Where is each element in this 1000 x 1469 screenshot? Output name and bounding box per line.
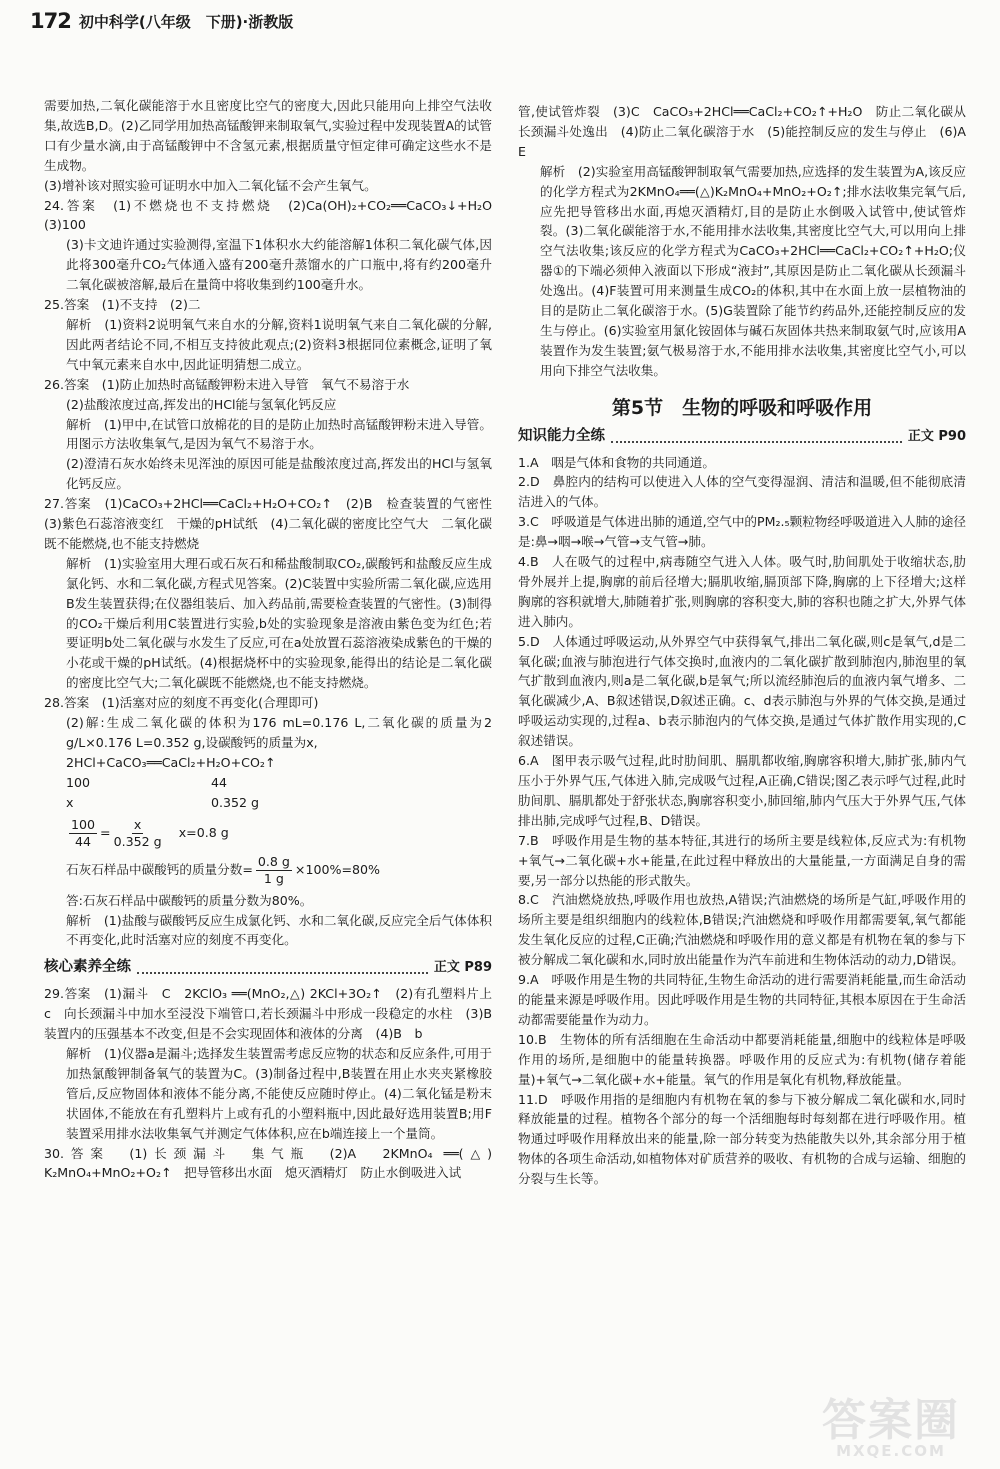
analysis-26: 解析 (1)甲中,在试管口放棉花的目的是防止加热时高锰酸钾粉末进入导管。用图示方法收集氧气,是因为氧气不易溶于水。 [66,416,492,452]
list-item: 5.D 人体通过呼吸运动,从外界空气中获得氧气,排出二氧化碳,则c是氧气,d是二氧化碳;血液与肺泡进行气体交换时,血液内的二氧化碳扩散到肺泡内,肺泡里的氧气扩散到血液内,则a是二氧化碳,b是氧气;所以流经肺泡后的血液内氧气增多、二氧化碳减少,A、B叙述错误,D叙述正确。c、d表示肺泡与外界的气体交换,是通过呼吸运动实现的,过程a、b表示肺泡内的气体交换,是通过气体扩散作用实现的,C叙述错误。 [518,633,966,749]
analysis-25: 解析 (1)资料2说明氧气来自水的分解,资料1说明氧气来自二氧化碳的分解,因此两者结论不同,不相互支持彼此观点;(2)资料3根据同位素概念,证明了氧气中氧元素来自水中,因此证明猜想二成立。 [66,316,492,372]
equation-row [66,773,492,793]
analysis-27: 解析 (1)实验室用大理石或石灰石和稀盐酸制取CO₂,碳酸钙和盐酸反应生成氯化钙、水和二氧化碳,方程式见答案。(2)C装置中实验所需二氧化碳,应选用B发生装置获得;在仪器组装后、加入药品前,需要检查装置的气密性。(3)制得的CO₂干燥后利用C装置进行实验,b处的实验现象是溶液由紫色变为红色;若要证明b处二氧化碳与水发生了反应,可在a处放置石蕊溶液染成紫色的干燥的小花或干燥的pH试纸。(4)根据烧杯中的实验现象,能得出的结论是二氧化碳的密度比空气大;二氧化碳既不能燃烧,也不能支持燃烧。 [66,555,492,691]
core-section-title: 核心素养全练 [44,959,131,976]
knowledge-section-header [518,427,966,447]
ratio-fraction: $\frac{100}{44}$ [71,816,96,849]
answer-30-cont: 管,使试管炸裂 (3)C CaCO₃+2HCl══CaCl₂+CO₂↑+H₂O 防止二氧化碳从长颈漏斗处逸出 (4)防止二氧化碳溶于水 (5)能控制反应的发生与停止 (6)A E [518,104,979,159]
answer-29: 29.答案 (1)漏斗 C 2KClO₃ ══(MnO₂,△) 2KCl+3O₂↑ (2)有孔塑料片上 c 向长颈漏斗中加水至浸没下端管口,若长颈漏斗中形成一段稳定的水柱 (3)B 装置内的压强基本不改变,但是不会实现固体和液体的分离 (4)B b [44,986,505,1042]
right-column [518,102,979,1189]
molar-mass-co2: 44 [211,774,228,790]
analysis-29: 解析 (1)仪器a是漏斗;选择发生装置需考虑反应物的状态和反应条件,可用于加热氯酸钾制备氧气的装置为C。(3)制备过程中,B装置在用止水夹夹紧橡胶管后,反应物固体和液体不能分离,不能使反应随时停止。(4)二氧化锰是粉末状固体,不能放在有孔塑料片上或有孔的小塑料瓶中,因此最好选用装置B;用F装置采用排水法收集氧气并测定气体体积,应在b端连接上一个量筒。 [66,1045,492,1141]
analysis-30: 解析 (2)实验室用高锰酸钾制取氧气需要加热,应选择的发生装置为A,该反应的化学方程式为2KMnO₄══(△)K₂MnO₄+MnO₂+O₂↑;排水法收集完氧气后,应先把导管移出水面,再熄灭酒精灯,目的是防止水倒吸入试管中,使试管炸裂。(3)二氧化碳能溶于水,不能用排水法收集,其密度比空气大,可以用向上排空气法收集;该反应的化学方程式为CaCO₃+2HCl══CaCl₂+CO₂↑+H₂O;仪器①的下端必须伸入液面以下形成“液封”,其原因是防止二氧化碳从长颈漏斗处逸出。(4)F装置可用来测量生成CO₂的体积,其中在水面上放一层植物油的目的是防止二氧化碳溶于水。(5)G装置除了能节约药品外,还能控制反应的发生与停止。(6)实验室用氯化铵固体与碱石灰固体共热来制取氨气时,应该用A装置作为发生装置;氨气极易溶于水,不能用排水法收集,其密度比空气小,可以用向下排空气法收集。 [540,163,966,378]
list-item: 6.A 图甲表示吸气过程,此时肋间肌、膈肌都收缩,胸廓容积增大,肺扩张,肺内气压小于外界气压,气体进入肺,完成吸气过程,A正确,C错误;图乙表示呼气过程,此时肋间肌、膈肌都处于舒张状态,胸廓容积变小,肺回缩,肺内气压大于外界气压,气体排出肺,完成呼气过程,B、D错误。 [518,753,966,828]
final-answer: 答:石灰石样品中碳酸钙的质量分数为80%。 [66,892,313,908]
list-item: 11.D 呼吸作用指的是细胞内有机物在氧的参与下被分解成二氧化碳和水,同时释放能量的过程。植物各个部分的每一个活细胞每时每刻都在进行呼吸作用。植物通过呼吸作用释放出来的能量,除一部分转变为热能散失以外,其余部分用于植物体的各项生命活动,如植物体对矿质营养的吸收、有机物的合成与运输、细胞的分裂与生长等。 [518,1091,966,1187]
answer-24: 24.答案 (1)不燃烧也不支持燃烧 (2)Ca(OH)₂+CO₂══CaCO₃↓+H₂O (3)100 [44,197,505,233]
ratio-equation: $\frac{100}{44}$ = $\frac{x}{0.352 g}$ x=0.8 g [71,816,229,849]
book-title: 初中科学(八年级 下册)·浙教版 [78,13,294,31]
intro-text: (3)增补该对照实验可证明水中加入二氧化锰不会产生氧气。 [44,177,377,193]
page-number: 172 [30,9,71,34]
list-item: 7.B 呼吸作用是生物的基本特征,其进行的场所主要是线粒体,反应式为:有机物+氧气→二氧化碳+水+能量,在此过程中释放出的大量能量,一方面满足自身的需要,另一部分以热能的形式散失。 [518,832,966,888]
analysis-28: 解析 (1)盐酸与碳酸钙反应生成氯化钙、水和二氧化碳,反应完全后气体体积不再变化,此时活塞对应的刻度不再变化。 [66,912,492,948]
list-item: 2.D 鼻腔内的结构可以使进入人体的空气变得湿润、清洁和温暖,但不能彻底清洁进入的气体。 [518,474,966,510]
list-item: 10.B 生物体的所有活细胞在生命活动中都要消耗能量,细胞中的线粒体是呼吸作用的场所,是细胞中的能量转换器。呼吸作用的反应式为:有机物(储存着能量)+氧气→二氧化碳+水+能量。氧气的作用是氧化有机物,释放能量。 [518,1031,966,1087]
analysis-26-detail: (2)澄清石灰水始终未见浑浊的原因可能是盐酸浓度过高,挥发出的HCl与氢氧化钙反应。 [66,456,492,492]
molar-mass-caco3: 100 [66,774,91,790]
answer-26: 26.答案 (1)防止加热时高锰酸钾粉末进入导管 氧气不易溶于水 [44,376,410,392]
list-item: 4.B 人在吸气的过程中,病毒随空气进入人体。吸气时,肋间肌处于收缩状态,肋骨外展并上提,胸廓的前后径增大;膈肌收缩,膈顶部下降,胸廓的上下径增大;这样胸廓的容积就增大,肺随着扩张,则胸廓的容积变大,肺的容积也随之扩大,外界气体进入肺内。 [518,554,966,629]
ratio-fraction: $\frac{x}{0.352 g}$ [113,816,162,849]
intro-text: 需要加热,二氧化碳能溶于水且密度比空气的密度大,因此只能用向上排空气法收集,故选B,D。(2)乙同学用加热高锰酸钾来制取氧气,实验过程中发现装置A的试管口有少量水滴,由于高锰酸钾中不含氢元素,根据质量守恒定律可确定这些水不是生成物。 [44,98,492,173]
core-section-ref: 正文 P89 [433,960,492,976]
unknown-mass: x [66,794,74,810]
knowledge-section-title: 知识能力全练 [518,427,605,444]
answer-30: 30.答案 (1)长颈漏斗 集气瓶 (2)A 2KMnO₄ ══(△) K₂MnO₄+MnO₂+O₂↑ 把导管移出水面 熄灭酒精灯 防止水倒吸进入试 [44,1145,492,1181]
page-header [30,6,293,32]
knowledge-section-ref: 正文 P90 [907,428,966,444]
dotted-leader [611,431,902,443]
equation-block [44,753,492,911]
answer-27: 27.答案 (1)CaCO₃+2HCl══CaCl₂+H₂O+CO₂↑ (2)B 检查装置的气密性 (3)紫色石蕊溶液变红 干燥的pH试纸 (4)二氧化碳的密度比空气大 二氧化碳既不能燃烧,也不能支持燃烧 [44,496,505,551]
watermark-logo: 答案圈 MXQE.COM [822,1395,960,1460]
mass-fraction: 石灰石样品中碳酸钙的质量分数= $\frac{0.8 g}{1 g}$ ×100%=80% [66,853,381,886]
mass-fraction-value: $\frac{0.8 g}{1 g}$ [257,853,290,886]
dotted-leader [137,962,428,974]
answer-25: 25.答案 (1)不支持 (2)二 [44,297,201,313]
list-item: 8.C 汽油燃烧放热,呼吸作用也放热,A错误;汽油燃烧的场所是气缸,呼吸作用的场所主要是组织细胞内的线粒体,B错误;汽油燃烧和呼吸作用都需要氧,氧气都能发生氧化反应的过程,C正确;汽油燃烧和呼吸作用的意义都是有机物在氧的参与下被分解成二氧化碳和水,同时放出能量作为汽车前进和生物体活动的动力,D错误。 [518,892,966,968]
list-item: 1.A 咽是气体和食物的共同通道。 [518,454,715,470]
solution-28: (2)解:生成二氧化碳的体积为176 mL=0.176 L,二氧化碳的质量为2 g/L×0.176 L=0.352 g,设碳酸钙的质量为x, [66,715,492,750]
chem-equation: 2HCl+CaCO₃══CaCl₂+H₂O+CO₂↑ [66,754,276,770]
co2-mass: 0.352 g [211,794,260,810]
answer-26-detail: (2)盐酸浓度过高,挥发出的HCl能与氢氧化钙反应 [66,396,337,412]
section-title: 第5节 生物的呼吸和呼吸作用 [611,396,873,419]
ratio-result: x=0.8 g [178,824,229,840]
answer-28: 28.答案 (1)活塞对应的刻度不再变化(合理即可) [44,695,319,711]
answer-24-detail: (3)卡文迪许通过实验测得,室温下1体积水大约能溶解1体积二氧化碳气体,因此将300毫升CO₂气体通入盛有200毫升蒸馏水的广口瓶中,将有约200毫升二氧化碳被溶解,最后在量筒中将收集到约100毫升水。 [66,237,492,293]
list-item: 3.C 呼吸道是气体进出肺的通道,空气中的PM₂.₅颗粒物经呼吸道进入人肺的途径是:鼻→咽→喉→气管→支气管→肺。 [518,514,966,550]
core-section-header [44,958,492,978]
equation-row [66,793,492,813]
list-item: 9.A 呼吸作用是生物的共同特征,生物生命活动的进行需要消耗能量,而生命活动的能量来源是呼吸作用。因此呼吸作用是生物的共同特征,其根本原因在于生命活动都需要能量作为动力。 [518,972,966,1027]
left-column [44,96,505,1183]
